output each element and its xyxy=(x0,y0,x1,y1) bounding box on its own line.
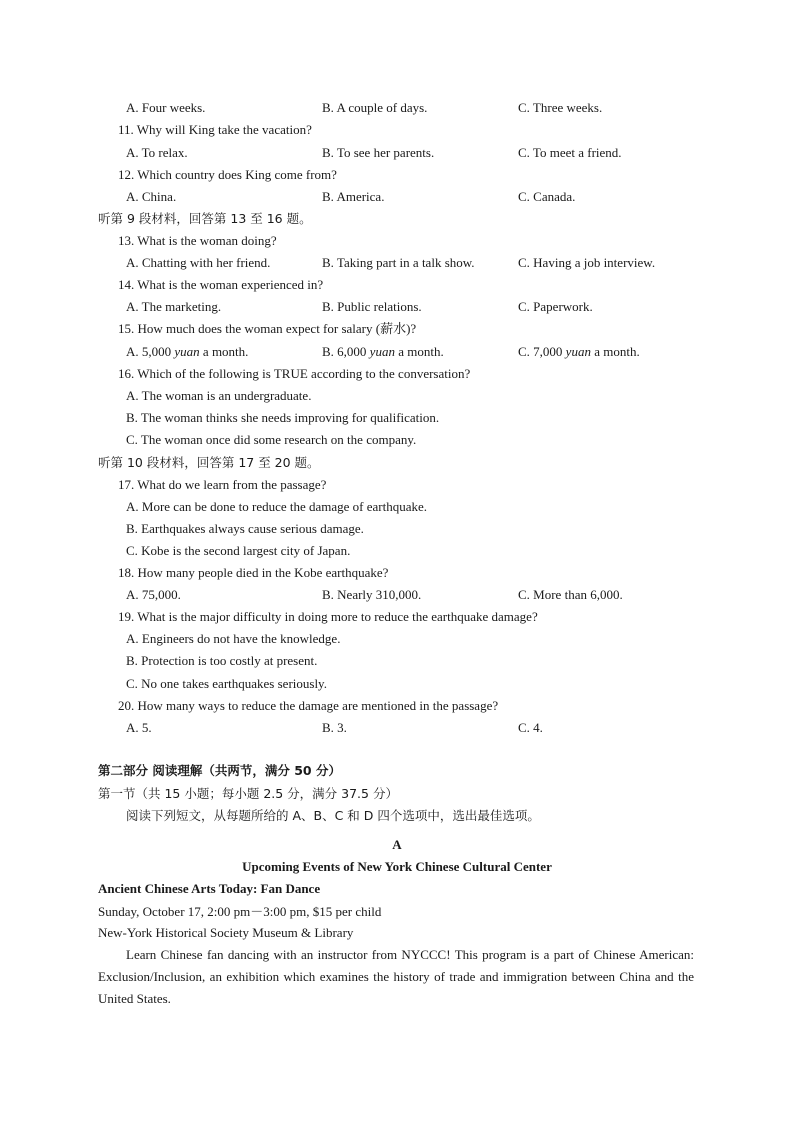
q19-option-a: A. Engineers do not have the knowledge. xyxy=(126,631,341,646)
q18-option-c: C. More than 6,000. xyxy=(518,587,623,602)
event-title: Ancient Chinese Arts Today: Fan Dance xyxy=(98,881,321,896)
q12-option-a: A. China. xyxy=(126,189,177,204)
q18-option-b: B. Nearly 310,000. xyxy=(322,587,422,602)
q11-question: 11. Why will King take the vacation? xyxy=(118,122,312,137)
passage-title: Upcoming Events of New York Chinese Cultural Center xyxy=(242,859,552,874)
q16-option-b: B. The woman thinks she needs improving for qualification. xyxy=(126,410,440,425)
q19-option-b: B. Protection is too costly at present. xyxy=(126,653,318,668)
instruction-material-9: 听第 9 段材料，回答第 13 至 16 题。 xyxy=(98,211,312,226)
q17-question: 17. What do we learn from the passage? xyxy=(118,477,327,492)
q14-option-b: B. Public relations. xyxy=(322,299,422,314)
q10-option-c: C. Three weeks. xyxy=(518,100,603,115)
q11-option-b: B. To see her parents. xyxy=(322,145,435,160)
q13-question: 13. What is the woman doing? xyxy=(118,233,277,248)
q11-option-c: C. To meet a friend. xyxy=(518,145,622,160)
q15-option-a: A. 5,000 yuan a month. xyxy=(126,344,249,359)
part2-section1: 第一节（共 15 小题；每小题 2.5 分，满分 37.5 分） xyxy=(98,786,398,801)
q13-option-c: C. Having a job interview. xyxy=(518,255,656,270)
q20-option-c: C. 4. xyxy=(518,720,543,735)
q16-option-a: A. The woman is an undergraduate. xyxy=(126,388,312,403)
q20-question: 20. How many ways to reduce the damage are mentioned in the passage? xyxy=(118,698,499,713)
q11-option-a: A. To relax. xyxy=(126,145,188,160)
q15-option-b: B. 6,000 yuan a month. xyxy=(322,344,444,359)
part2-title: 第二部分 阅读理解（共两节，满分 50 分） xyxy=(98,763,341,778)
q15-question: 15. How much does the woman expect for salary (薪水)? xyxy=(118,321,417,336)
q19-option-c: C. No one takes earthquakes seriously. xyxy=(126,676,327,691)
q18-option-a: A. 75,000. xyxy=(126,587,181,602)
instruction-material-10: 听第 10 段材料，回答第 17 至 20 题。 xyxy=(98,455,320,470)
q17-option-a: A. More can be done to reduce the damage of earthquake. xyxy=(126,499,428,514)
q16-question: 16. Which of the following is TRUE according to the conversation? xyxy=(118,366,471,381)
q14-question: 14. What is the woman experienced in? xyxy=(118,277,324,292)
q15-option-c: C. 7,000 yuan a month. xyxy=(518,344,640,359)
q12-option-b: B. America. xyxy=(322,189,385,204)
event-datetime: Sunday, October 17, 2:00 pm－3:00 pm, $15 per child xyxy=(98,904,382,919)
q18-question: 18. How many people died in the Kobe earthquake? xyxy=(118,565,389,580)
q13-option-a: A. Chatting with her friend. xyxy=(126,255,271,270)
q10-option-a: A. Four weeks. xyxy=(126,100,206,115)
q14-option-a: A. The marketing. xyxy=(126,299,222,314)
q14-option-c: C. Paperwork. xyxy=(518,299,593,314)
q19-question: 19. What is the major difficulty in doing more to reduce the earthquake damage? xyxy=(118,609,538,624)
q20-option-b: B. 3. xyxy=(322,720,347,735)
event-venue: New-York Historical Society Museum & Library xyxy=(98,925,354,940)
q12-question: 12. Which country does King come from? xyxy=(118,167,337,182)
part2-instruction: 阅读下列短文，从每题所给的 A、B、C 和 D 四个选项中，选出最佳选项。 xyxy=(126,808,540,823)
q12-option-c: C. Canada. xyxy=(518,189,576,204)
passage-letter: A xyxy=(392,837,402,852)
q10-option-b: B. A couple of days. xyxy=(322,100,428,115)
q17-option-c: C. Kobe is the second largest city of Japan. xyxy=(126,543,351,558)
q13-option-b: B. Taking part in a talk show. xyxy=(322,255,475,270)
event-description: Learn Chinese fan dancing with an instructor from NYCCC! This program is a part of Chinese American: Exclusion/Inclusion, an exhibition which examines the history of trade and immigration between China and the United States. xyxy=(98,947,694,1006)
q17-option-b: B. Earthquakes always cause serious damage. xyxy=(126,521,364,536)
q20-option-a: A. 5. xyxy=(126,720,152,735)
q16-option-c: C. The woman once did some research on the company. xyxy=(126,432,417,447)
